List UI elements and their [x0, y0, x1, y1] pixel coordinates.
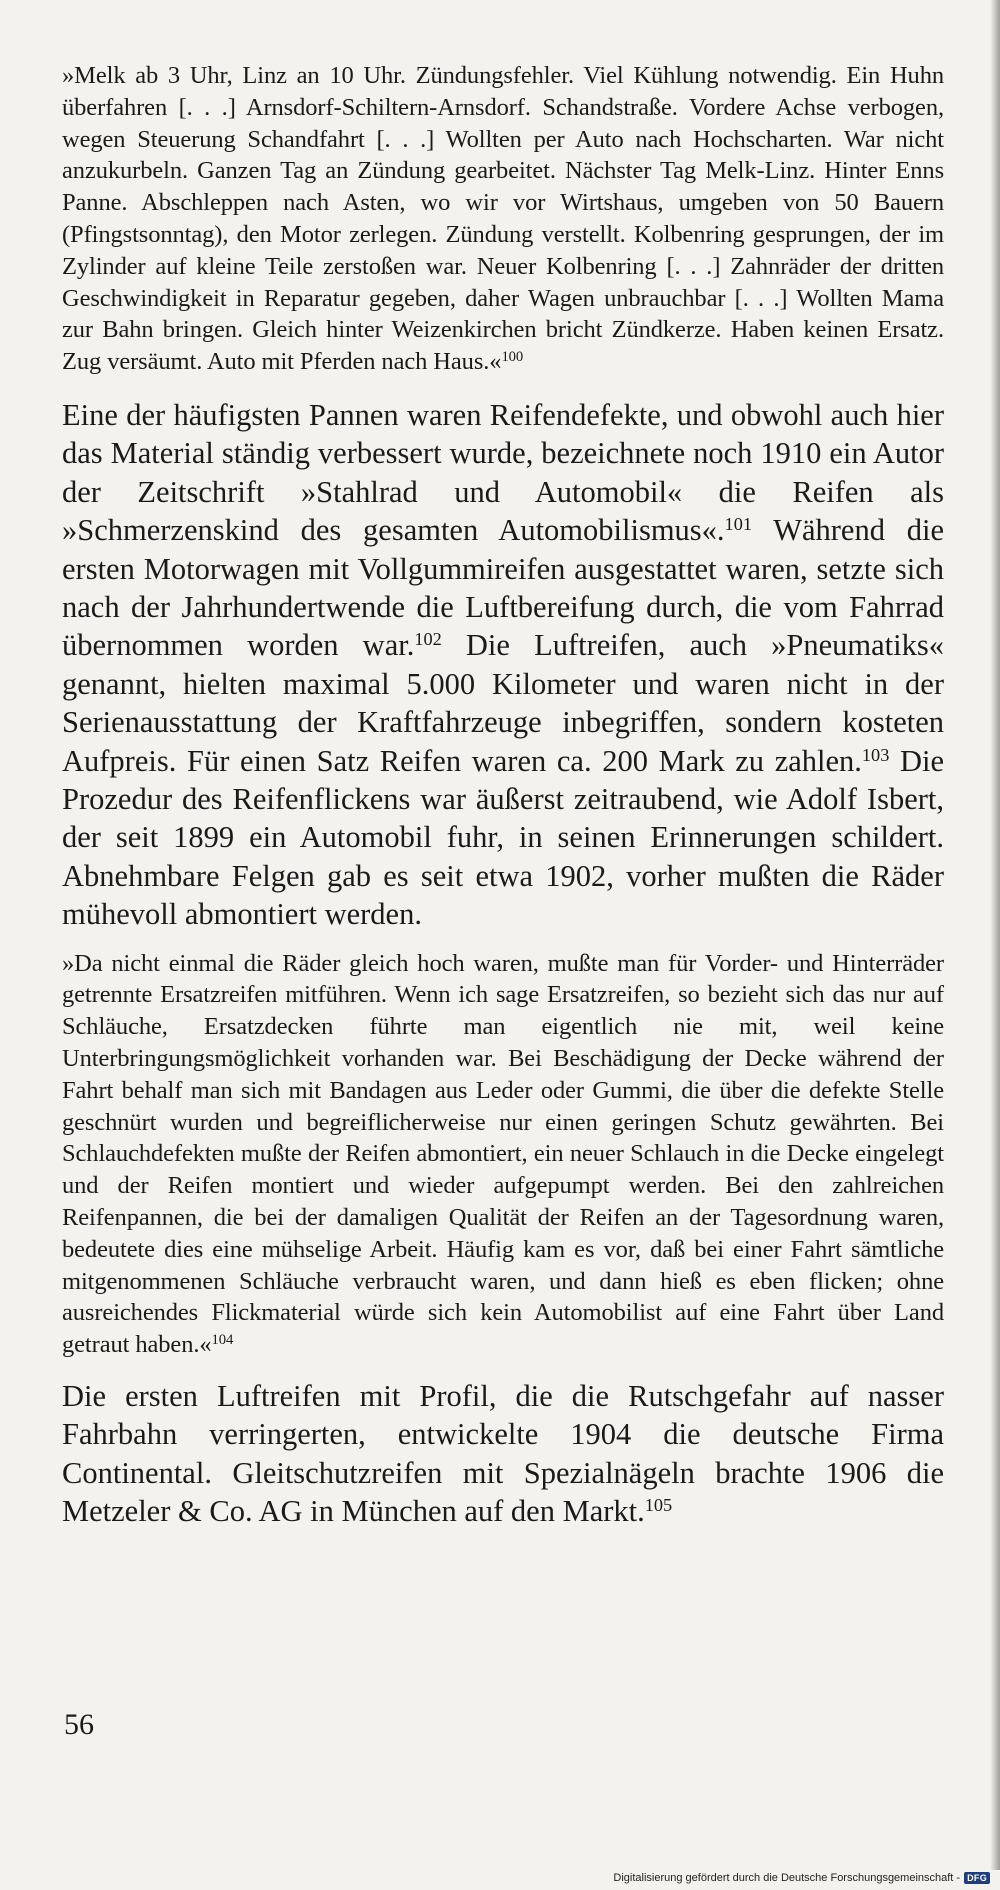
paragraph-1-part-1: Eine der häufigsten Pannen waren Reifendefekte, und obwohl auch hier das Material ständig verbessert wurde, bezeichnete noch 1910 ein Autor der Zeitschrift »Stahlrad und Automobil« die Reifen als »Schmerzenskind des gesamten Automobilismus«.: [62, 397, 944, 548]
paragraph-1-part-2: Während die ersten Motorwagen mit Vollgummireifen ausgestattet waren, setzte sich nach der Jahrhundertwende die Luftbereifung durch, die vom Fahrrad übernommen worden war.: [62, 513, 944, 663]
page-edge-shadow: [990, 0, 1000, 1870]
digitization-footer: [613, 1872, 990, 1884]
footnote-ref-104: 104: [211, 1332, 234, 1349]
footer-text: Digitalisierung gefördert durch die Deutsche Forschungsgemeinschaft -: [613, 1872, 961, 1884]
footnote-ref-105: 105: [644, 1495, 673, 1516]
footnote-ref-103: 103: [861, 744, 890, 765]
footnote-ref-102: 102: [414, 629, 442, 650]
page-number: 56: [64, 1708, 94, 1741]
paragraph-1-part-3: Die Luftreifen, auch »Pneumatiks« genannt, hielten maximal 5.000 Kilometer und waren nicht in der Serienausstattung der Kraftfahrzeuge inbegriffen, sondern kosteten Aufpreis. Für einen Satz Reifen waren ca. 200 Mark zu zahlen.: [62, 628, 944, 778]
block-quote-1: [62, 60, 944, 378]
quote-1-text: »Melk ab 3 Uhr, Linz an 10 Uhr. Zündungsfehler. Viel Kühlung notwendig. Ein Huhn überfahren [. . .] Arnsdorf-Schiltern-Arnsdorf. Schandstraße. Vordere Achse verbogen, wegen Steuerung Schandfahrt [. . .] Wollten per Auto nach Hochscharten. War nicht anzukurbeln. Ganzen Tag an Zündung gearbeitet. Nächster Tag Melk-Linz. Hinter Enns Panne. Abschleppen nach Asten, wo wir vor Wirtshaus, umgeben von 50 Bauern (Pfingstsonntag), den Motor zerlegen. Zündung verstellt. Kolbenring gesprungen, der im Zylinder auf kleine Teile zerstoßen war. Neuer Kolbenring [. . .] Zahnräder der dritten Geschwindigkeit in Reparatur gegeben, daher Wagen unbrauchbar [. . .] Wollten Mama zur Bahn bringen. Gleich hinter Weizenkirchen bricht Zündkerze. Haben keinen Ersatz. Zug versäumt. Auto mit Pferden nach Haus.«: [62, 62, 944, 376]
footnote-ref-101: 101: [724, 514, 752, 535]
block-quote-2: [62, 948, 944, 1361]
paragraph-2-text: Die ersten Luftreifen mit Profil, die die Rutschgefahr auf nasser Fahrbahn verringerten, entwickelte 1904 die deutsche Firma Continental. Gleitschutzreifen mit Spezialnägeln brachte 1906 die Metzeler & Co. AG in München auf den Markt.: [62, 1379, 944, 1529]
paragraph-1-part-4: Die Prozedur des Reifenflickens war äußerst zeitraubend, wie Adolf Isbert, der seit 1899 ein Automobil fuhr, in seinen Erinnerungen schildert. Abnehmbare Felgen gab es seit etwa 1902, vorher mußten die Räder mühevoll abmontiert werden.: [62, 743, 944, 932]
dfg-logo-icon: DFG: [964, 1872, 990, 1884]
footnote-ref-100: 100: [501, 349, 524, 366]
text-column: [62, 60, 944, 1531]
quote-2-text: »Da nicht einmal die Räder gleich hoch waren, mußte man für Vorder- und Hinterräder getrennte Ersatzreifen mitführen. Wenn ich sage Ersatzreifen, so bezieht sich das nur auf Schläuche, Ersatzdecken führte man eigentlich nie mit, weil keine Unterbringungsmöglichkeit vorhanden war. Bei Beschädigung der Decke während der Fahrt behalf man sich mit Bandagen aus Leder oder Gummi, die über die defekte Stelle geschnürt wurden und begreiflicherweise nur einen geringen Schutz gewährten. Bei Schlauchdefekten mußte der Reifen abmontiert, ein neuer Schlauch in die Decke eingelegt und der Reifen montiert und wieder aufgepumpt werden. Bei den zahlreichen Reifenpannen, die bei der damaligen Qualität der Reifen an der Tagesordnung waren, bedeutete dies eine mühselige Arbeit. Häufig kam es vor, daß bei einer Fahrt sämtliche mitgenommenen Schläuche verbraucht waren, und dann hieß es eben flicken; ohne ausreichendes Flickmaterial würde sich kein Automobilist auf eine Fahrt über Land getraut haben.«: [62, 949, 944, 1359]
body-paragraph-1: [62, 396, 944, 934]
body-paragraph-2: [62, 1377, 944, 1531]
